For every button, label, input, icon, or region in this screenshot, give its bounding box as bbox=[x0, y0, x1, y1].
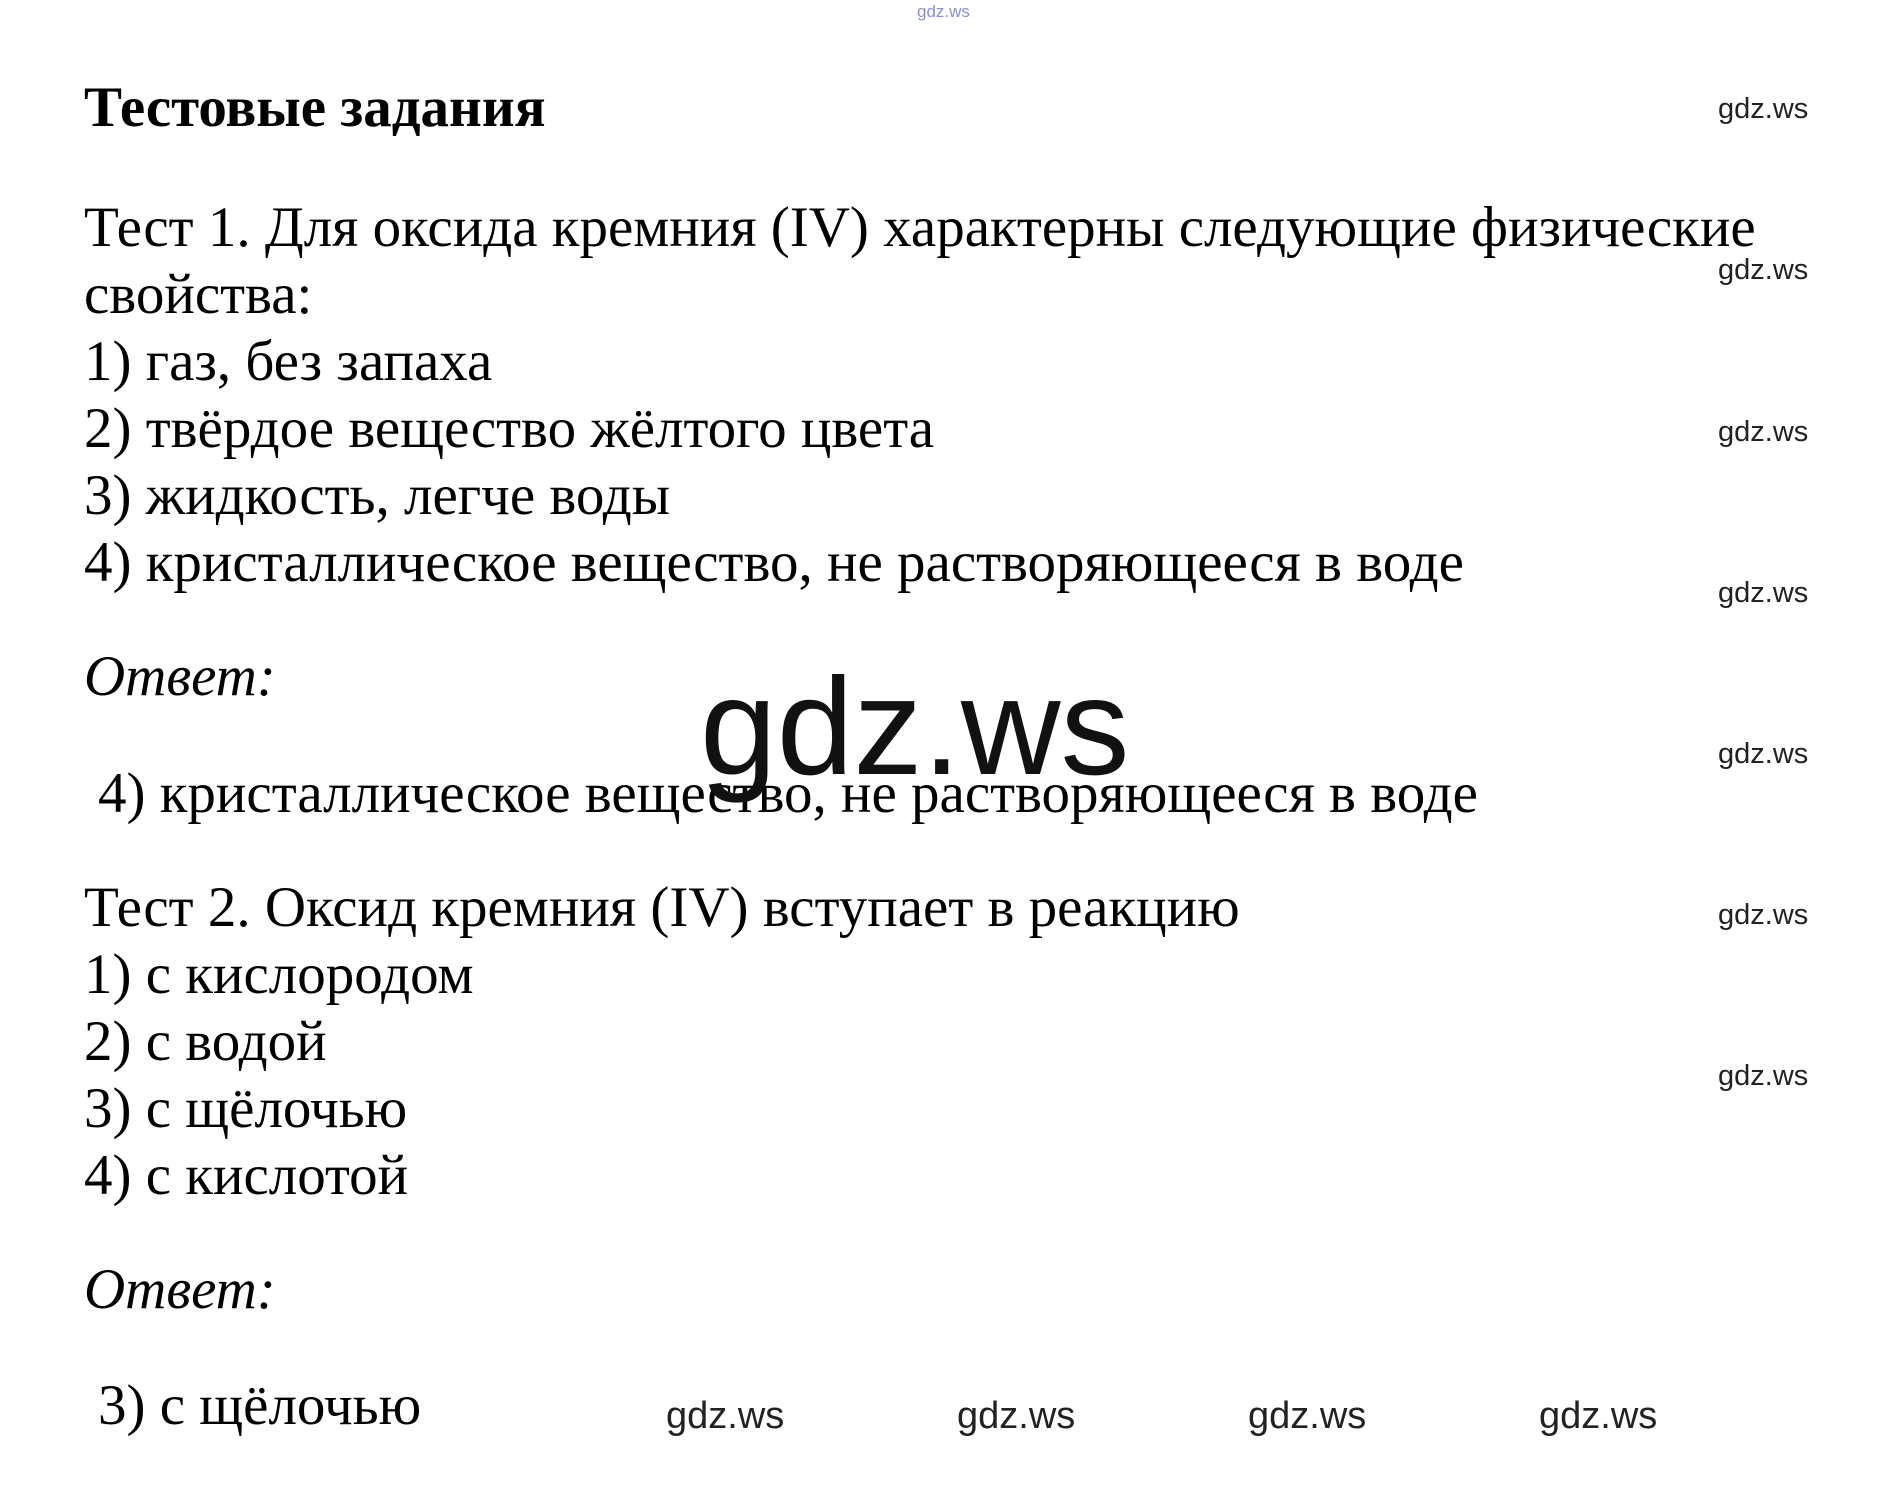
watermark-side: gdz.ws bbox=[1718, 577, 1809, 609]
test-2-option-2: 2) с водой bbox=[84, 1010, 327, 1073]
watermark-side: gdz.ws bbox=[1718, 254, 1809, 286]
watermark-side: gdz.ws bbox=[1718, 1060, 1809, 1092]
watermark-center: gdz.ws bbox=[700, 650, 1130, 804]
test-1-answer-label: Ответ: bbox=[84, 645, 276, 708]
watermark-bottom: gdz.ws bbox=[666, 1395, 785, 1437]
test-1-option-2: 2) твёрдое вещество жёлтого цвета bbox=[84, 397, 935, 460]
watermark-side: gdz.ws bbox=[1718, 416, 1809, 448]
test-1-question-line-2: свойства: bbox=[84, 263, 313, 326]
watermark-side: gdz.ws bbox=[1718, 93, 1809, 125]
watermark-bottom: gdz.ws bbox=[1248, 1395, 1367, 1437]
test-2-option-4: 4) с кислотой bbox=[84, 1144, 409, 1207]
watermark-bottom: gdz.ws bbox=[1539, 1395, 1658, 1437]
test-2-answer-label: Ответ: bbox=[84, 1258, 276, 1321]
test-2-option-1: 1) с кислородом bbox=[84, 943, 474, 1006]
test-2-question-line-1: Тест 2. Оксид кремния (IV) вступает в реакцию bbox=[84, 876, 1240, 939]
page-title: Тестовые задания bbox=[84, 76, 546, 139]
test-1-option-3: 3) жидкость, легче воды bbox=[84, 464, 671, 527]
test-1-option-4: 4) кристаллическое вещество, не растворяющееся в воде bbox=[84, 531, 1464, 594]
watermark-side: gdz.ws bbox=[1718, 899, 1809, 931]
test-1-option-1: 1) газ, без запаха bbox=[84, 330, 493, 393]
test-2-option-3: 3) с щёлочью bbox=[84, 1077, 408, 1140]
watermark-bottom: gdz.ws bbox=[957, 1395, 1076, 1437]
watermark-side: gdz.ws bbox=[1718, 738, 1809, 770]
test-2-answer: 3) с щёлочью bbox=[98, 1374, 422, 1437]
test-1-question-line-1: Тест 1. Для оксида кремния (IV) характерны следующие физические bbox=[84, 196, 1756, 259]
test-1-answer: 4) кристаллическое вещество, не растворяющееся в воде bbox=[98, 762, 1478, 825]
watermark-top: gdz.ws bbox=[917, 2, 970, 21]
